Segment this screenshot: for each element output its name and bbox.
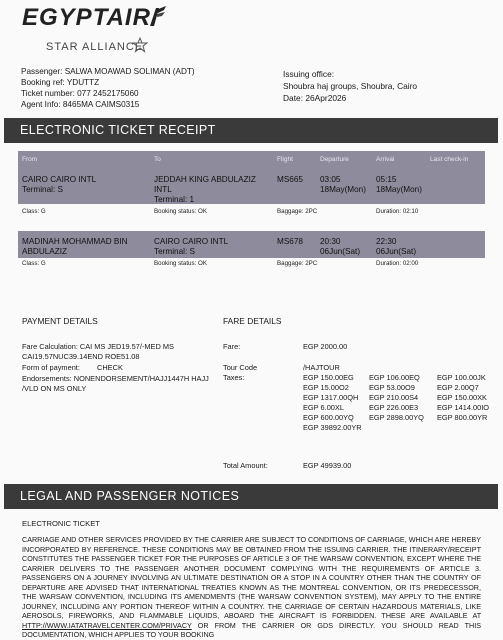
segment-2-departure: 20:30 06Jun(Sat) — [320, 237, 361, 256]
col-to: To — [154, 156, 161, 163]
segment-1-flight: MS665 — [277, 175, 303, 184]
total-amount-value: EGP 49939.00 — [303, 461, 352, 470]
endorsements: Endorsements: NONENDORSEMENT/HAJJ1447H HAJJ /VLD ON MS ONLY — [22, 374, 209, 393]
segment-1-class: Class: G — [22, 208, 46, 215]
col-flight: Flight — [277, 156, 293, 163]
taxes-label: Taxes: — [223, 373, 245, 382]
form-of-payment-value: CHECK — [97, 363, 123, 372]
passenger-name: Passenger: SALWA MOAWAD SOLIMAN (ADT) — [21, 67, 195, 76]
payment-title: PAYMENT DETAILS — [22, 316, 98, 326]
total-amount-label: Total Amount: — [223, 461, 268, 470]
tour-code-value: /HAJTOUR — [303, 363, 340, 372]
star-alliance-icon — [132, 37, 148, 53]
segment-1-arrival: 05:15 18May(Mon) — [376, 175, 422, 194]
office-address: Shoubra haj groups, Shoubra, Cairo — [283, 81, 418, 91]
office-label: Issuing office: — [283, 69, 335, 79]
fare-title: FARE DETAILS — [223, 316, 282, 326]
col-last-checkin: Last check-in — [430, 156, 469, 163]
segment-1-duration: Duration: 02:10 — [376, 208, 419, 215]
form-of-payment-label: Form of payment: — [22, 363, 80, 372]
segment-2-arrival: 22:30 06Jun(Sat) — [376, 237, 417, 256]
horus-bird-icon — [146, 4, 170, 28]
col-departure: Departure — [320, 156, 349, 163]
issuing-office — [283, 68, 417, 104]
privacy-link[interactable]: HTTP://WWW.IATATRAVELCENTER.COM/PRIVACY — [22, 620, 192, 630]
taxes-column-3: EGP 100.00JK EGP 2.00Q7 EGP 150.00XK EGP 1414.00IO EGP 800.00YR — [437, 373, 490, 422]
segment-2-baggage: Baggage: 2PC — [277, 260, 318, 267]
booking-ref: Booking ref: YDUTTZ — [21, 78, 100, 87]
passenger-info — [21, 66, 195, 110]
segment-1-from: CAIRO CAIRO INTL Terminal: S — [22, 175, 97, 194]
segment-1-baggage: Baggage: 2PC — [277, 208, 318, 215]
fare-label: Fare: — [223, 342, 241, 351]
fare-value: EGP 2000.00 — [303, 342, 348, 351]
ticket-number: Ticket number: 077 2452175060 — [21, 89, 139, 98]
segment-2-to: CAIRO CAIRO INTL Terminal: S — [154, 237, 229, 256]
taxes-column-1: EGP 150.00EG EGP 15.00O2 EGP 1317.00QH EGP 6.00XL EGP 600.00YQ EGP 39892.00YR — [303, 373, 362, 432]
segment-1-to: JEDDAH KING ABDULAZIZ INTL Terminal: 1 — [154, 175, 256, 204]
segment-1-departure: 03:05 18May(Mon) — [320, 175, 366, 194]
segment-2-from: MADINAH MOHAMMAD BIN ABDULAZIZ — [22, 237, 128, 256]
fare-calculation: Fare Calculation: CAI MS JED19.57/-MED MS CAI19.57NUC39.14END ROE51.08 — [22, 342, 174, 361]
taxes-column-2: EGP 106.00EQ EGP 53.00O9 EGP 210.00S4 EGP 226.00E3 EGP 2898.00YQ — [369, 373, 424, 422]
segment-2-duration: Duration: 02:00 — [376, 260, 419, 267]
egyptair-logo: EGYPTAIR — [22, 4, 151, 31]
legal-notice-text: CARRIAGE AND OTHER SERVICES PROVIDED BY THE CARRIER ARE SUBJECT TO CONDITIONS OF CARRIAGE, WHICH ARE HEREBY INCORPORATED BY REFERENCE. THESE CONDITIONS MAY BE OBTAINED FROM THE ISSUING CARRIER. THE ITINERARY/RECEIPT CONSTITUTES THE PASSENGER TICKET FOR THE PURPOSES OF ARTICLE 3 OF THE WARSAW CONVENTION, EXCEPT WHERE THE CARRIER DELIVERS TO THE PASSENGER ANOTHER DOCUMENT COMPLYING WITH THE REQUIREMENTS OF ARTICLE 3. PASSENGERS ON A JOURNEY INVOLVING AN ULTIMATE DESTINATION OR A STOP IN A COUNTRY OTHER THAN THE COUNTRY OF DEPARTURE ARE ADVISED THAT INTERNATIONAL TREATIES KNOWN AS THE MONTREAL CONVENTION, OR ITS PREDECESSOR, THE WARSAW CONVENTION, INCLUDING ITS AMENDMENTS (THE WARSAW CONVENTION SYSTEM), MAY APPLY TO THE ENTIRE JOURNEY, INCLUDING ANY PORTION THEREOF WITHIN A COUNTRY. THE CARRIAGE OF CERTAIN HAZARDOUS MATERIALS, LIKE AEROSOLS, FIREWORKS, AND FLAMMABLE LIQUIDS, ABOARD THE AIRCRAFT IS FORBIDDEN. THESE ARE AVAILABLE AT HTTP://WWW.IATATRAVELCENTER.COM/PRIVACY OR FROM THE CARRIER OR GDS DIRECTLY. YOU SHOULD READ THIS DOCUMENTATION, WHICH APPLIES TO YOUR BOOKING — [22, 535, 481, 639]
issue-date: Date: 26Apr2026 — [283, 93, 347, 103]
receipt-title-bar: ELECTRONIC TICKET RECEIPT — [4, 118, 498, 143]
agent-info: Agent Info: 8465MA CAIMS0315 — [21, 100, 140, 109]
star-alliance-label: STAR ALLIANCE — [46, 41, 144, 53]
legal-title-bar: LEGAL AND PASSENGER NOTICES — [4, 484, 498, 509]
col-arrival: Arrival — [376, 156, 395, 163]
legal-subtitle: ELECTRONIC TICKET — [22, 519, 100, 528]
segment-2-status: Booking status: OK — [154, 260, 207, 267]
tour-code-label: Tour Code — [223, 363, 258, 372]
segment-2-flight: MS678 — [277, 237, 303, 246]
segment-1-status: Booking status: OK — [154, 208, 207, 215]
col-from: From — [22, 156, 38, 163]
segment-2-class: Class: G — [22, 260, 46, 267]
